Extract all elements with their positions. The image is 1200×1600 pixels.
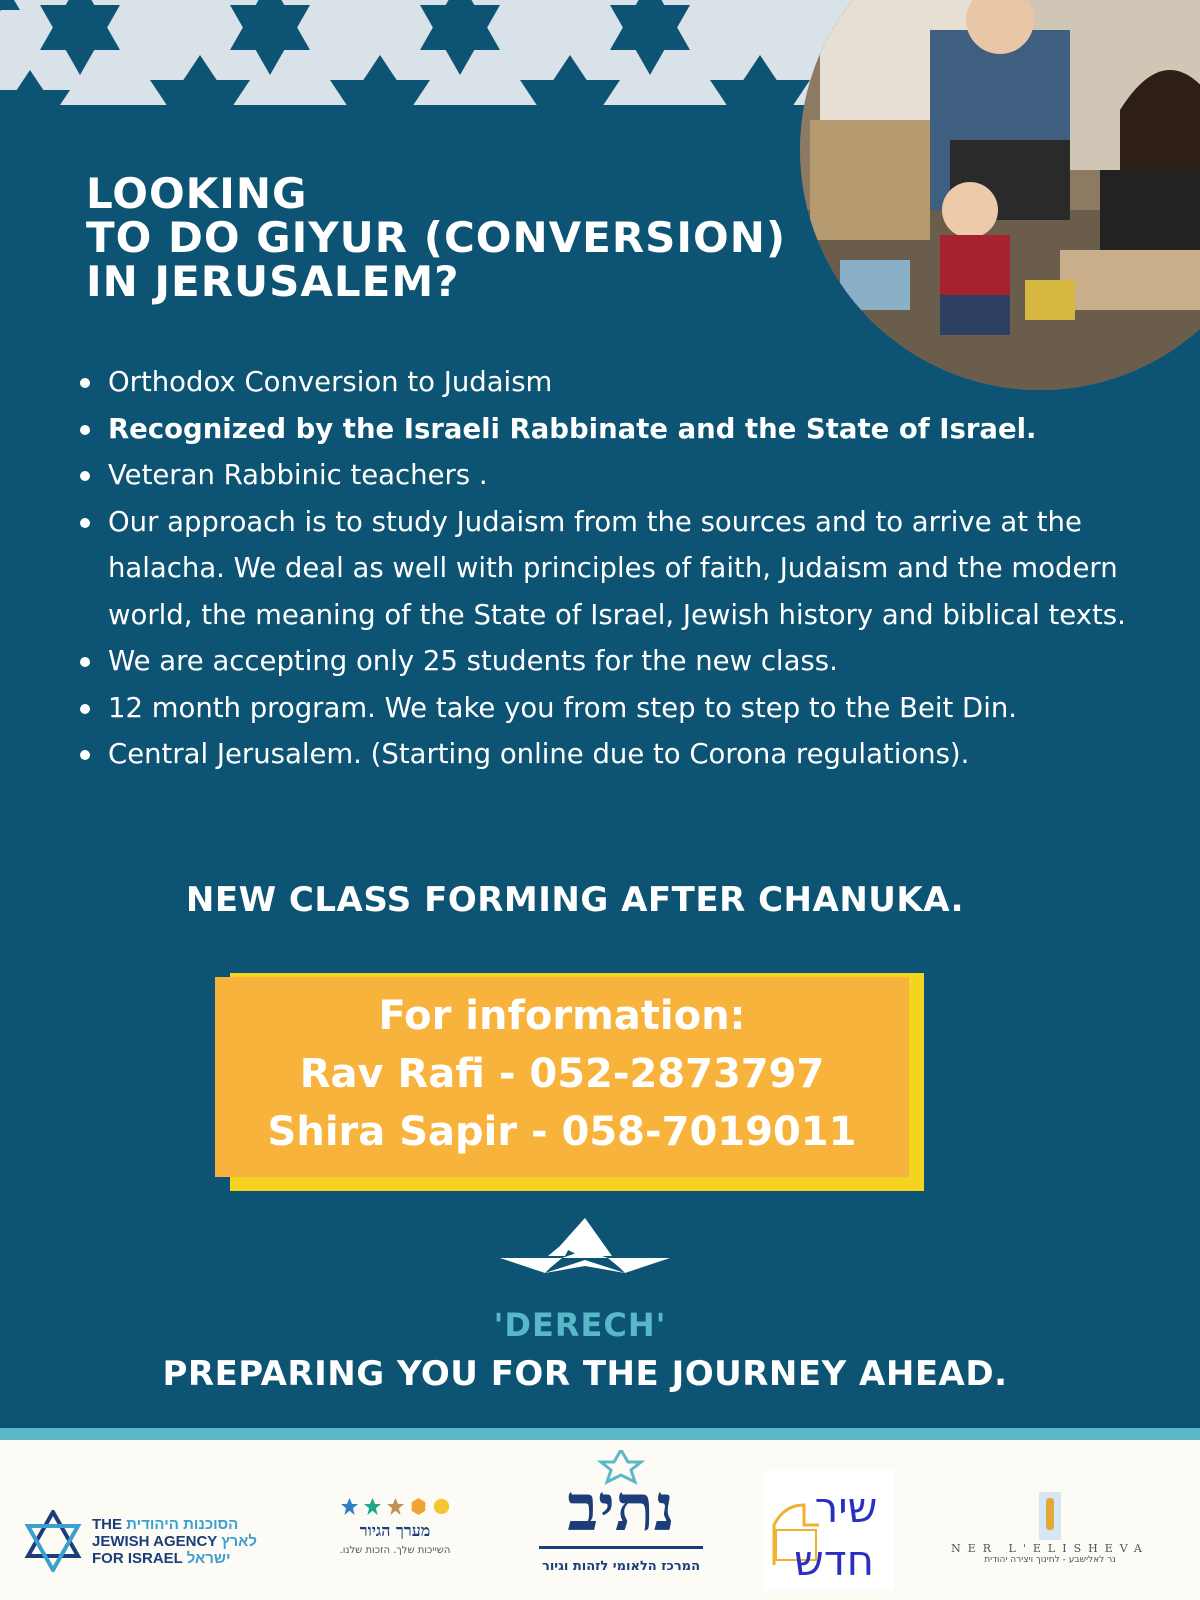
ja-line2-en: JEWISH AGENCY (92, 1533, 218, 1550)
divider (0, 1428, 1200, 1440)
nativ-logo (526, 1450, 716, 1600)
page-title (86, 169, 806, 306)
family-photo (800, 0, 1200, 390)
list-item: Central Jerusalem. (Starting online due to Corona regulations). (78, 731, 1128, 778)
list-item: We are accepting only 25 students for the new class. (78, 638, 1128, 685)
ja-line3-he: ישראל (186, 1550, 231, 1567)
list-item: 12 month program. We take you from step to step to the Beit Din. (78, 685, 1128, 732)
maarach-hagiyur-logo (320, 1498, 470, 1588)
brand-name: 'DERECH' (493, 1306, 667, 1344)
title-line-2: TO DO GIYUR (CONVERSION) (86, 213, 787, 262)
title-line-3: IN JERUSALEM? (86, 257, 460, 306)
list-item: Orthodox Conversion to Judaism (78, 359, 1128, 406)
feature-list (78, 359, 1128, 778)
info-title: For information: (378, 993, 746, 1039)
new-class-announcement: NEW CLASS FORMING AFTER CHANUKA. (185, 880, 965, 920)
jewish-agency-logo (24, 1504, 294, 1574)
list-item: Our approach is to study Judaism from the sources and to arrive at the halacha. We deal as well with principles of faith, Judaism and the modern world, the meaning of the State of Israel, Jewish history and biblical texts. (78, 499, 1128, 639)
list-item: Recognized by the Israeli Rabbinate and the State of Israel. (78, 406, 1128, 453)
maarach-title: מערך הגיור (359, 1521, 431, 1540)
info-box (215, 977, 909, 1177)
list-item: Veteran Rabbinic teachers . (78, 452, 1128, 499)
ja-line1-he: הסוכנות היהודית (126, 1516, 239, 1533)
derech-star-logo-icon (500, 1218, 670, 1298)
contact-rav-rafi[interactable]: Rav Rafi - 052-2873797 (299, 1051, 825, 1097)
ner-subtitle: נר לאלישבע - לחינוך ויצירה יהודית (984, 1555, 1116, 1565)
nativ-subtitle: המרכז הלאומי לזהות וגיור (542, 1559, 700, 1574)
ja-line1-en: THE (92, 1516, 122, 1533)
shir-chadash-logo (764, 1470, 894, 1590)
nativ-wordmark-icon (531, 1450, 711, 1555)
ja-line2-he: לארץ (221, 1533, 257, 1550)
maarach-subtitle: השייכות שלך. הזכות שלנו. (339, 1545, 451, 1556)
star-dots-icon (320, 1498, 470, 1515)
contact-shira-sapir[interactable]: Shira Sapir - 058-7019011 (267, 1109, 857, 1155)
shir-line1: שיר (814, 1483, 878, 1532)
candle-icon (1039, 1492, 1061, 1540)
ner-name: NER L'ELISHEVA (951, 1542, 1149, 1555)
ja-line3-en: FOR ISRAEL (92, 1550, 183, 1567)
nativ-name: נתיב (567, 1471, 675, 1546)
sponsor-footer (0, 1440, 1200, 1600)
jewish-agency-star-icon (24, 1510, 82, 1572)
shir-line2: חדש (793, 1536, 875, 1585)
title-line-1: LOOKING (86, 169, 308, 218)
ner-lelisheva-logo (920, 1492, 1180, 1572)
brand-tagline: PREPARING YOU FOR THE JOURNEY AHEAD. (162, 1354, 1008, 1394)
shir-chadash-icon (764, 1470, 894, 1590)
